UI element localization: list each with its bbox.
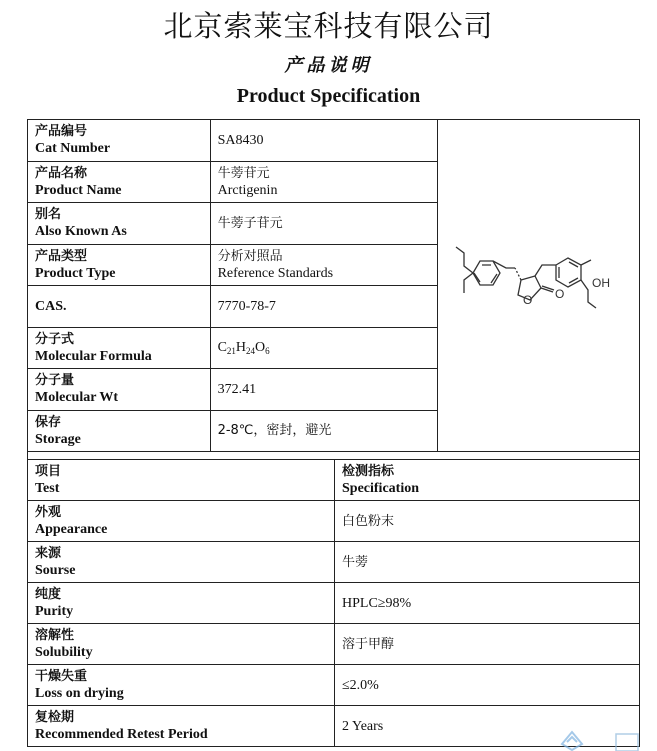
specification-table — [27, 459, 640, 747]
label-cell — [28, 203, 211, 245]
label-en: Product Name — [35, 182, 122, 198]
label-zh: 干燥失重 — [35, 669, 88, 684]
formula-c-count: 21 — [226, 346, 236, 357]
ring-oxygen-label: O — [523, 293, 533, 307]
value-cell — [335, 665, 640, 706]
label-zh: 产品名称 — [35, 165, 88, 181]
label-cell — [28, 327, 211, 369]
company-name: 北京索莱宝科技有限公司 — [163, 9, 494, 43]
cas-value: 7770-78-7 — [217, 298, 276, 314]
product-type-en: Reference Standards — [217, 265, 334, 281]
header-value-zh: 检测指标 — [342, 464, 395, 479]
formula-h: H — [235, 340, 247, 356]
label-cell — [28, 665, 335, 706]
document-title: Product Specification — [236, 85, 421, 107]
value-cell — [210, 286, 437, 328]
label-cell — [28, 244, 211, 286]
loss-on-drying-value: ≤2.0% — [342, 677, 379, 693]
table-row — [28, 583, 640, 624]
value-cell — [335, 583, 640, 624]
header-label-en: Test — [35, 481, 60, 496]
value-cell — [335, 501, 640, 542]
label-zh: 溶解性 — [35, 628, 75, 643]
label-zh: 分子式 — [35, 331, 75, 347]
source-value: 牛蒡 — [342, 554, 369, 570]
label-zh: 外观 — [35, 505, 62, 520]
methoxy-line — [456, 247, 473, 273]
table-gap — [27, 445, 640, 459]
alias-value: 牛蒡子苷元 — [217, 215, 283, 231]
label-en: Cat Number — [35, 141, 111, 157]
product-name-en: Arctigenin — [217, 182, 278, 198]
label-en: Sourse — [35, 563, 76, 578]
formula-o: O — [255, 340, 266, 356]
label-zh: 保存 — [35, 414, 62, 430]
label-en: Molecular Wt — [35, 390, 119, 406]
label-en: Storage — [35, 431, 81, 447]
table-row — [28, 665, 640, 706]
table-row — [28, 624, 640, 665]
solubility-value: 溶于甲醇 — [342, 636, 395, 652]
value-cell — [210, 161, 437, 203]
watermark-logo-icon — [556, 722, 646, 751]
cat-number-value: SA8430 — [217, 132, 264, 148]
label-cell — [28, 624, 335, 665]
label-zh: 分子量 — [35, 373, 75, 389]
value-cell — [210, 369, 437, 411]
carbonyl-oxygen-label: O — [555, 287, 565, 301]
table-header-row — [28, 460, 640, 501]
header-label-zh: 项目 — [35, 464, 62, 479]
header-value-cell — [335, 460, 640, 501]
value-cell — [210, 120, 437, 162]
table-row — [28, 120, 640, 162]
label-cell — [28, 161, 211, 203]
value-cell — [335, 542, 640, 583]
label-en: Also Known As — [35, 224, 127, 240]
label-en: Molecular Formula — [35, 348, 152, 364]
document-subtitle: 产品说明 — [284, 55, 373, 76]
retest-period-value: 2 Years — [342, 718, 384, 734]
label-cell — [28, 583, 335, 624]
value-cell — [210, 203, 437, 245]
hydroxyl-label: OH — [592, 276, 611, 290]
label-en: Solubility — [35, 645, 93, 660]
molecular-formula — [218, 340, 270, 355]
right-benzene-ring — [556, 258, 581, 287]
formula-c: C — [217, 340, 227, 356]
appearance-value: 白色粉末 — [342, 513, 395, 529]
label-en: Loss on drying — [35, 686, 124, 701]
structure-cell — [438, 120, 640, 452]
label-en: Purity — [35, 604, 74, 619]
product-name-zh: 牛蒡苷元 — [217, 165, 270, 181]
label-cell — [28, 286, 211, 328]
methoxy-line — [464, 273, 473, 293]
purity-value: HPLC≥98% — [342, 595, 412, 611]
molecular-weight-value: 372.41 — [217, 381, 257, 397]
table-row — [28, 706, 640, 747]
label-zh: 来源 — [35, 546, 62, 561]
label-cell — [28, 120, 211, 162]
label-en: CAS. — [35, 298, 67, 314]
chemical-structure — [438, 120, 635, 446]
value-cell — [210, 244, 437, 286]
label-en: Appearance — [35, 522, 108, 537]
label-cell — [28, 542, 335, 583]
value-cell — [335, 624, 640, 665]
storage-value: 2-8℃，密封，避光 — [217, 423, 332, 439]
label-cell — [28, 369, 211, 411]
label-en: Product Type — [35, 265, 116, 281]
product-info-table — [27, 119, 640, 452]
label-en: Recommended Retest Period — [35, 727, 208, 742]
header-value-en: Specification — [342, 481, 419, 496]
label-zh: 别名 — [35, 207, 62, 223]
label-cell — [28, 501, 335, 542]
label-zh: 纯度 — [35, 587, 62, 602]
header-label-cell — [28, 460, 335, 501]
label-cell — [28, 706, 335, 747]
table-row — [28, 542, 640, 583]
label-zh: 产品类型 — [35, 248, 88, 264]
label-zh: 复检期 — [35, 710, 75, 725]
formula-h-count: 24 — [246, 346, 256, 357]
product-type-zh: 分析对照品 — [217, 248, 283, 264]
table-row — [28, 501, 640, 542]
value-cell — [210, 327, 437, 369]
label-zh: 产品编号 — [35, 124, 88, 140]
formula-o-count: 6 — [265, 346, 270, 357]
